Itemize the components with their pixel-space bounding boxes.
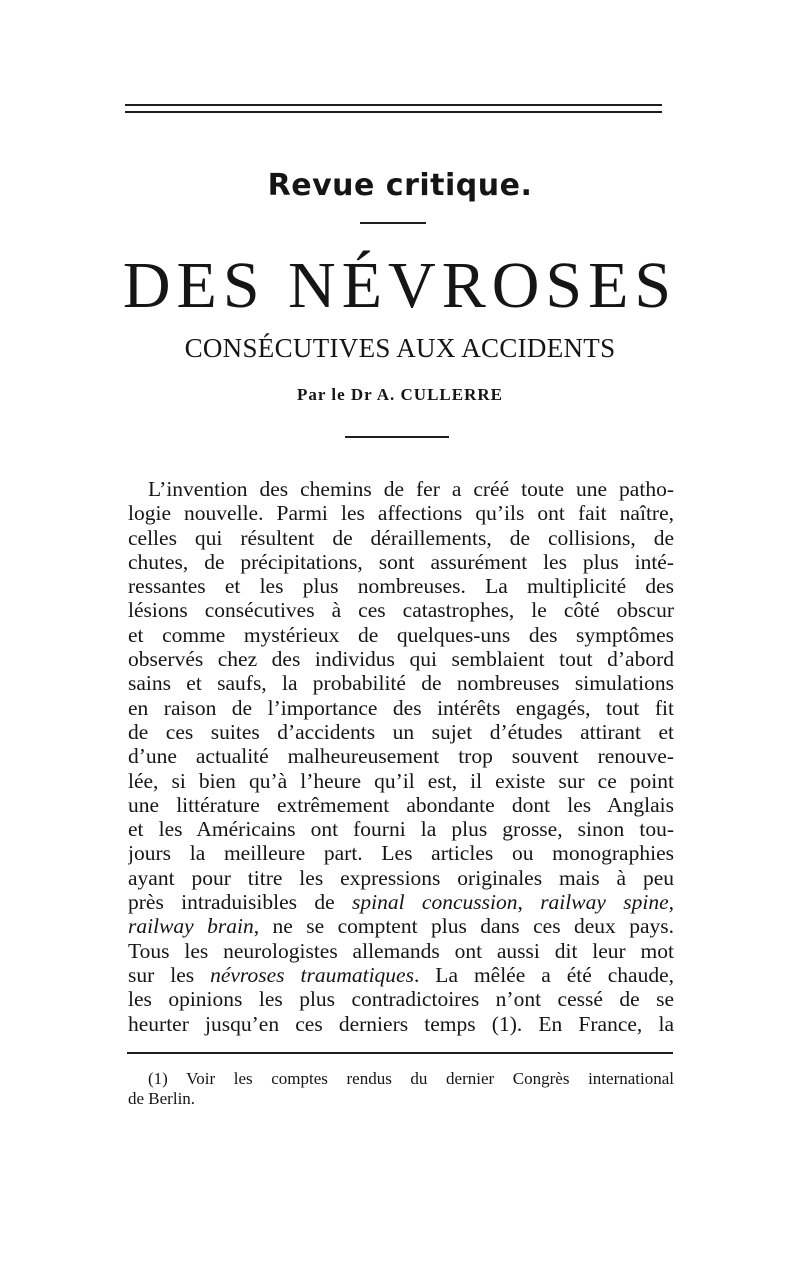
body-line: de ces suites d’accidents un sujet d’études attirant et — [128, 719, 674, 744]
body-line-italic-terms — [128, 963, 674, 987]
body-line: celles qui résultent de déraillements, de collisions, de — [128, 525, 674, 550]
footnote-rule — [127, 1052, 673, 1054]
footnote — [128, 1069, 674, 1109]
body-line: d’une actualité malheureusement trop souvent renouve- — [128, 744, 674, 769]
top-rule-second — [125, 111, 662, 113]
section-title: Revue critique. — [267, 168, 533, 203]
italic-term: railway brain — [128, 914, 254, 939]
italic-term: névroses traumatiques — [210, 962, 414, 987]
body-line: lésions consécutives à ces catastrophes, le côté obscur — [128, 598, 674, 623]
title-separator-rule — [360, 222, 426, 224]
body-line: jours la meilleure part. Les articles ou monographies — [128, 841, 674, 866]
text-run: , ne se comptent plus dans ces deux pays. — [253, 914, 674, 939]
body-line: chutes, de précipitations, sont assurément les plus inté- — [128, 549, 674, 574]
italic-term: spinal concussion — [352, 890, 518, 915]
text-run: sur les — [128, 962, 211, 987]
body-line-italic-terms — [128, 914, 674, 938]
text-run: près intraduisibles de — [128, 890, 352, 915]
body-line: sains et saufs, la probabilité de nombreuses simulations — [128, 671, 674, 696]
body-line-italic-terms — [128, 890, 674, 914]
body-line: une littérature extrêmement abondante dont les Anglais — [128, 792, 674, 817]
author-byline: Par le Dr A. CULLERRE — [297, 385, 503, 404]
italic-term: railway spine — [540, 890, 669, 915]
footnote-line: de Berlin. — [128, 1089, 196, 1108]
byline-separator-rule — [345, 436, 449, 438]
text-run: , — [517, 890, 541, 915]
body-line: ayant pour titre les expressions originales mais à peu — [128, 865, 674, 890]
body-line: et les Américains ont fourni la plus grosse, sinon tou- — [128, 817, 674, 842]
body-line: Tous les neurologistes allemands ont aussi dit leur mot — [128, 938, 674, 963]
body-line: en raison de l’importance des intérêts engagés, tout fit — [128, 695, 674, 720]
text-run: . La mêlée a été chaude, — [413, 962, 674, 987]
footnote-line: (1) Voir les comptes rendus du dernier Congrès international — [148, 1069, 674, 1088]
text-run: , — [668, 890, 674, 915]
body-line: observés chez des individus qui semblaient tout d’abord — [128, 647, 674, 672]
body-line: et comme mystérieux de quelques-uns des symptômes — [128, 622, 674, 647]
body-line: les opinions les plus contradictoires n’ont cessé de se — [128, 987, 674, 1012]
subtitle: CONSÉCUTIVES AUX ACCIDENTS — [184, 333, 616, 363]
top-rule — [125, 104, 662, 106]
main-title: DES NÉVROSES — [122, 249, 678, 322]
body-line: ressantes et les plus nombreuses. La multiplicité des — [128, 574, 674, 599]
body-line: lée, si bien qu’à l’heure qu’il est, il existe sur ce point — [128, 768, 674, 793]
body-line: logie nouvelle. Parmi les affections qu’ils ont fait naître, — [128, 501, 674, 526]
article-body — [128, 477, 674, 1036]
body-line: L’invention des chemins de fer a créé toute une patho- — [148, 477, 674, 501]
body-line: heurter jusqu’en ces derniers temps (1). En France, la — [128, 1011, 674, 1036]
